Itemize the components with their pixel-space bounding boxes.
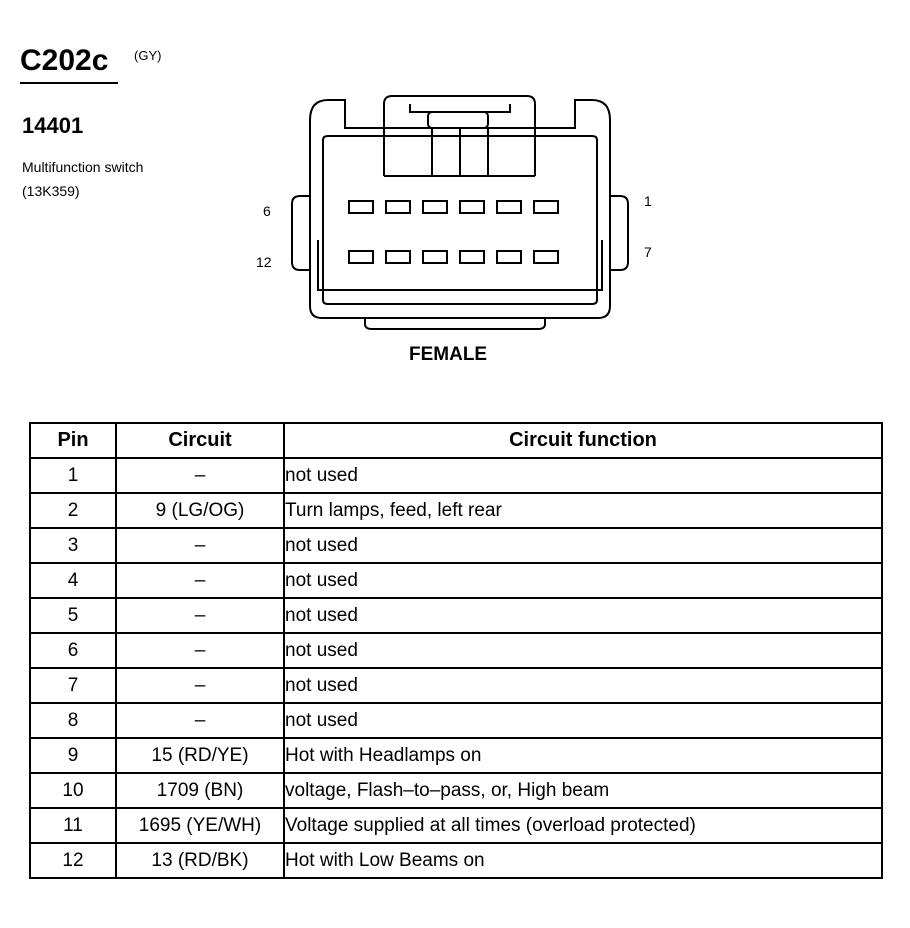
circuit-cell: – [116,598,284,633]
function-cell: Voltage supplied at all times (overload protected) [284,808,882,843]
circuit-cell: 15 (RD/YE) [116,738,284,773]
function-cell: not used [284,668,882,703]
pin-label-bottom-left: 12 [256,254,272,270]
connector-gender-label: FEMALE [409,344,488,365]
pin-cell: 2 [30,493,116,528]
circuit-cell: – [116,458,284,493]
circuit-cell: – [116,528,284,563]
pin-cell: 7 [30,668,116,703]
table-row [30,563,882,598]
pin-slot-7 [534,251,558,263]
pin-slot-1 [534,201,558,213]
table-row [30,738,882,773]
pin-slot-2 [497,201,521,213]
pin-label-top-right: 1 [644,193,652,209]
table-row [30,843,882,878]
pin-slot-4 [423,201,447,213]
circuit-cell: 1709 (BN) [116,773,284,808]
connector-face-diagram [0,0,910,400]
bottom-key [365,318,545,329]
connector-color: (GY) [134,48,162,63]
function-cell: Hot with Headlamps on [284,738,882,773]
table-row [30,633,882,668]
function-cell: not used [284,458,882,493]
pin-cell: 6 [30,633,116,668]
circuit-cell: – [116,703,284,738]
pin-cell: 1 [30,458,116,493]
pin-slot-9 [460,251,484,263]
pin-cell: 9 [30,738,116,773]
inner-lower-frame [318,240,602,290]
pin-cell: 12 [30,843,116,878]
part-number: 14401 [22,113,84,138]
table-row [30,493,882,528]
pin-slot-3 [460,201,484,213]
table-row [30,458,882,493]
table-row [30,668,882,703]
function-cell: not used [284,528,882,563]
table-row [30,528,882,563]
function-cell: not used [284,598,882,633]
connector-id: C202c [20,44,109,77]
pin-label-bottom-right: 7 [644,244,652,260]
pin-slot-5 [386,201,410,213]
circuit-cell: – [116,668,284,703]
function-cell: not used [284,703,882,738]
pin-cell: 5 [30,598,116,633]
pin-slot-10 [423,251,447,263]
function-cell: voltage, Flash–to–pass, or, High beam [284,773,882,808]
circuit-cell: 9 (LG/OG) [116,493,284,528]
pin-cell: 11 [30,808,116,843]
top-latch-window [428,112,488,128]
pin-slot-8 [497,251,521,263]
table-row [30,598,882,633]
header-circuit: Circuit [116,423,284,458]
description-line-1: Multifunction switch [22,159,144,175]
function-cell: not used [284,563,882,598]
pin-label-top-left: 6 [263,203,271,219]
function-cell: not used [284,633,882,668]
right-side-tab [610,196,628,270]
table-row [30,808,882,843]
function-cell: Hot with Low Beams on [284,843,882,878]
left-side-tab [292,196,310,270]
circuit-cell: – [116,633,284,668]
pinout-table [29,422,883,879]
pin-slot-11 [386,251,410,263]
description-line-2: (13K359) [22,183,80,199]
header-pin: Pin [30,423,116,458]
pin-cell: 4 [30,563,116,598]
pin-cell: 8 [30,703,116,738]
circuit-cell: 1695 (YE/WH) [116,808,284,843]
function-cell: Turn lamps, feed, left rear [284,493,882,528]
pin-cell: 10 [30,773,116,808]
top-latch-cap [410,104,510,112]
pin-slot-12 [349,251,373,263]
table-row [30,703,882,738]
pin-cell: 3 [30,528,116,563]
pin-slot-6 [349,201,373,213]
table-row [30,773,882,808]
circuit-cell: – [116,563,284,598]
header-circuit-function: Circuit function [284,423,882,458]
circuit-cell: 13 (RD/BK) [116,843,284,878]
table-header-row [30,423,882,458]
